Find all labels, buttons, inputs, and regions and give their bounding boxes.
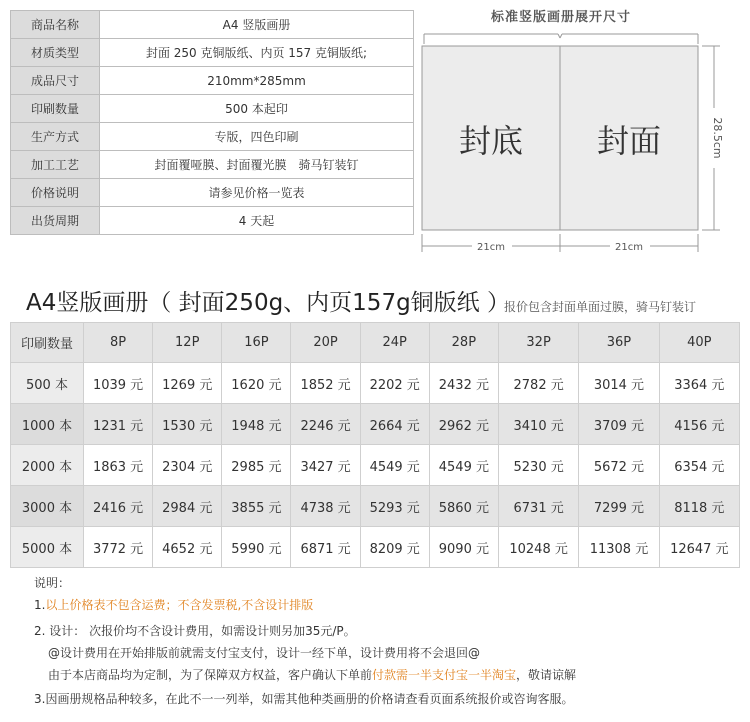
price-cell: 5230 元 [498, 445, 578, 486]
back-cover-label: 封底 [458, 122, 524, 160]
spec-label: 材质类型 [11, 39, 100, 67]
spec-label: 出货周期 [11, 207, 100, 235]
price-cell: 5860 元 [429, 486, 498, 527]
note-item-2-confirm [48, 666, 576, 683]
note-item-3: 3.因画册规格品种较多，在此不一一列举，如需其他种类画册的价格请查看页面系统报价或咨询客服。 [34, 692, 574, 706]
price-cell: 2246 元 [291, 404, 360, 445]
note-item-2: 2. 设计： 次报价均不含设计费用，如需设计则另加35元/P。 [34, 624, 356, 638]
left-width-label: 21cm [477, 242, 505, 253]
note-confirm-text: 由于本店商品均为定制，为了保障双方权益，客户确认下单前 [48, 668, 373, 682]
price-row [11, 445, 740, 486]
page-count-header: 32P [498, 323, 578, 363]
spec-value: A4 竖版画册 [100, 11, 414, 39]
price-cell: 3364 元 [659, 363, 739, 404]
price-cell: 1530 元 [153, 404, 222, 445]
price-cell: 1948 元 [222, 404, 291, 445]
price-cell: 5990 元 [222, 527, 291, 568]
price-cell: 4549 元 [360, 445, 429, 486]
note-item-1 [34, 596, 313, 613]
page-count-header: 20P [291, 323, 360, 363]
spec-value: 500 本起印 [100, 95, 414, 123]
price-cell: 3427 元 [291, 445, 360, 486]
spec-value: 4 天起 [100, 207, 414, 235]
price-cell: 2782 元 [498, 363, 578, 404]
price-cell: 4156 元 [659, 404, 739, 445]
spec-label: 加工工艺 [11, 151, 100, 179]
spec-label: 生产方式 [11, 123, 100, 151]
price-cell: 2985 元 [222, 445, 291, 486]
price-table [10, 322, 740, 568]
spec-row [11, 11, 414, 39]
price-cell: 3410 元 [498, 404, 578, 445]
spec-row [11, 207, 414, 235]
quantity-cell: 5000 本 [11, 527, 84, 568]
page-count-header: 12P [153, 323, 222, 363]
price-cell: 1620 元 [222, 363, 291, 404]
price-cell: 2984 元 [153, 486, 222, 527]
page-count-header: 8P [84, 323, 153, 363]
price-cell: 11308 元 [579, 527, 659, 568]
price-cell: 4652 元 [153, 527, 222, 568]
spec-row [11, 67, 414, 95]
price-cell: 6731 元 [498, 486, 578, 527]
price-cell: 12647 元 [659, 527, 739, 568]
price-cell: 1863 元 [84, 445, 153, 486]
price-cell: 8118 元 [659, 486, 739, 527]
price-cell: 7299 元 [579, 486, 659, 527]
price-cell: 1269 元 [153, 363, 222, 404]
spec-label: 印刷数量 [11, 95, 100, 123]
price-cell: 3014 元 [579, 363, 659, 404]
price-cell: 5293 元 [360, 486, 429, 527]
spec-value: 请参见价格一览表 [100, 179, 414, 207]
note-item-2-detail: @设计费用在开始排版前就需支付宝支付，设计一经下单，设计费用将不会退回@ [48, 646, 481, 660]
quantity-cell: 500 本 [11, 363, 84, 404]
spec-row [11, 95, 414, 123]
spec-value: 封面 250 克铜版纸、内页 157 克铜版纸; [100, 39, 414, 67]
price-header-row [11, 323, 740, 363]
price-note: 报价包含封面单面过膜，骑马钉装订 [504, 300, 697, 314]
spec-row [11, 179, 414, 207]
spec-label: 成品尺寸 [11, 67, 100, 95]
price-cell: 2202 元 [360, 363, 429, 404]
price-cell: 2962 元 [429, 404, 498, 445]
spec-row [11, 151, 414, 179]
spec-row [11, 123, 414, 151]
quantity-cell: 2000 本 [11, 445, 84, 486]
price-row [11, 404, 740, 445]
price-cell: 5672 元 [579, 445, 659, 486]
spread-size-diagram [416, 0, 750, 262]
spec-label: 商品名称 [11, 11, 100, 39]
price-cell: 10248 元 [498, 527, 578, 568]
price-cell: 2416 元 [84, 486, 153, 527]
price-row [11, 486, 740, 527]
price-cell: 8209 元 [360, 527, 429, 568]
page-count-header: 40P [659, 323, 739, 363]
spec-value: 封面覆哑膜、封面覆光膜 骑马钉装钉 [100, 151, 414, 179]
price-cell: 3709 元 [579, 404, 659, 445]
price-cell: 9090 元 [429, 527, 498, 568]
price-cell: 1231 元 [84, 404, 153, 445]
price-cell: 3772 元 [84, 527, 153, 568]
price-cell: 2432 元 [429, 363, 498, 404]
spec-label: 价格说明 [11, 179, 100, 207]
price-cell: 3855 元 [222, 486, 291, 527]
quantity-column-header: 印刷数量 [11, 323, 84, 363]
price-cell: 2304 元 [153, 445, 222, 486]
spec-table [10, 10, 414, 235]
page-count-header: 36P [579, 323, 659, 363]
note-item-1-number: 1. [34, 598, 46, 612]
right-width-label: 21cm [615, 242, 643, 253]
price-cell: 4549 元 [429, 445, 498, 486]
front-cover-label: 封面 [596, 122, 662, 160]
price-cell: 2664 元 [360, 404, 429, 445]
price-cell: 6871 元 [291, 527, 360, 568]
quantity-cell: 3000 本 [11, 486, 84, 527]
note-confirm-end: ，敬请谅解 [516, 668, 577, 682]
price-cell: 6354 元 [659, 445, 739, 486]
spec-row [11, 39, 414, 67]
price-cell: 1852 元 [291, 363, 360, 404]
page-count-header: 24P [360, 323, 429, 363]
note-item-1-text: 以上价格表不包含运费；不含发票税,不含设计排版 [45, 598, 314, 612]
diagram-drawing [416, 0, 750, 262]
notes-title: 说明： [34, 576, 71, 590]
page-count-header: 16P [222, 323, 291, 363]
spec-value: 210mm*285mm [100, 67, 414, 95]
note-payment-highlight: 付款需一半支付宝一半淘宝 [372, 668, 517, 682]
price-title: A4竖版画册（ 封面250g、内页157g铜版纸 ） [26, 290, 510, 316]
page-count-header: 28P [429, 323, 498, 363]
height-label: 28.5cm [711, 117, 724, 159]
price-row [11, 527, 740, 568]
price-cell: 4738 元 [291, 486, 360, 527]
spec-value: 专版，四色印刷 [100, 123, 414, 151]
quantity-cell: 1000 本 [11, 404, 84, 445]
price-row [11, 363, 740, 404]
diagram-title: 标准竖版画册展开尺寸 [490, 10, 631, 25]
price-cell: 1039 元 [84, 363, 153, 404]
